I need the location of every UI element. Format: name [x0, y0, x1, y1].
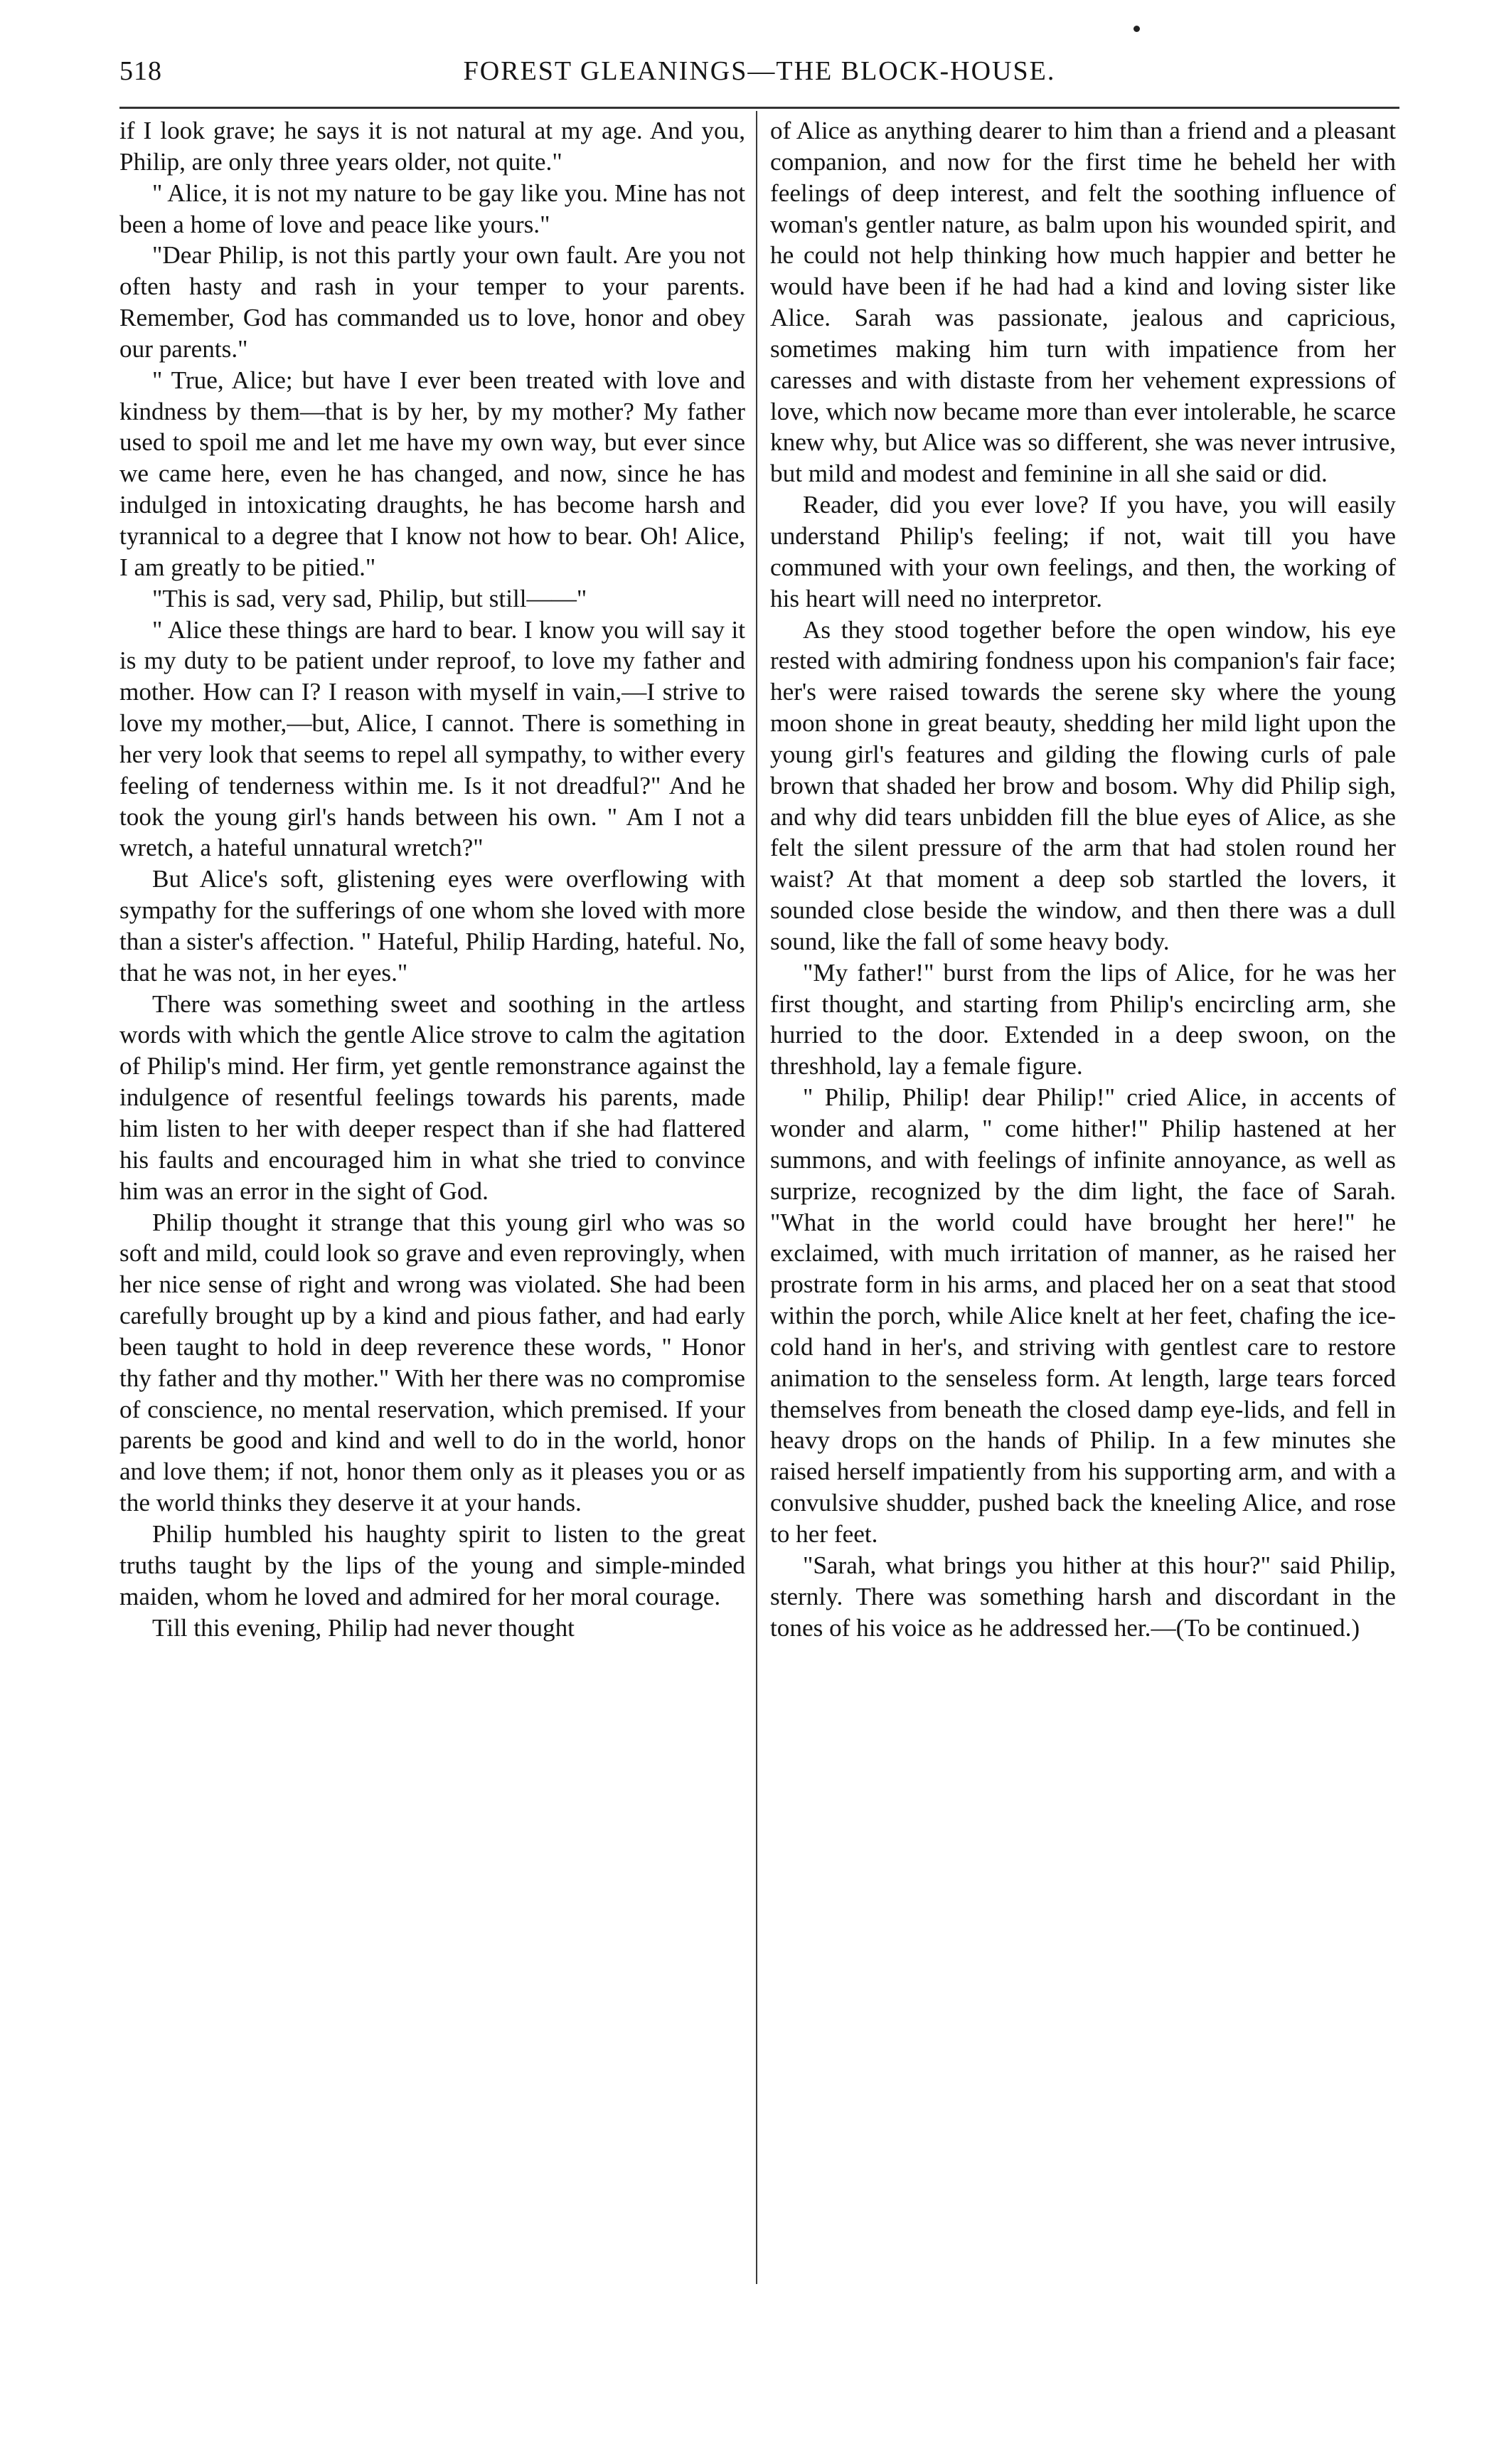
- paragraph: " Alice these things are hard to bear. I know you will say it is my duty to be patient under reproof, to love my father and mother. How can I? I reason with myself in vain,—I strive to love my mother,—but, Alice, I cannot. There is something in her very look that seems to repel all sympathy, to wither every feeling of tenderness within me. Is it not dreadful?" And he took the young girl's hands between his own. " Am I not a wretch, a hateful unnatural wretch?": [119, 615, 745, 862]
- paragraph: of Alice as anything dearer to him than a friend and a pleasant companion, and now for the first time he beheld her with feelings of deep interest, and felt the soothing influence of woman's gentler nature, as balm upon his wounded spirit, and he could not help thinking how much happier and better he would have been if he had had a kind and loving sister like Alice. Sarah was passionate, jealous and capricious, sometimes making him turn with impatience from her caresses and with distaste from her vehement expressions of love, which now became more than ever intolerable, he scarce knew why, but Alice was so different, she was never intrusive, but mild and modest and feminine in all she said or did.: [770, 117, 1396, 488]
- paragraph: " Alice, it is not my nature to be gay like you. Mine has not been a home of love and peace like yours.": [119, 179, 745, 238]
- paragraph: "My father!" burst from the lips of Alice, for he was her first thought, and starting from Philip's encircling arm, she hurried to the door. Extended in a deep swoon, on the threshhold, lay a female figure.: [770, 958, 1396, 1080]
- paragraph: Philip thought it strange that this young girl who was so soft and mild, could look so grave and even reprovingly, when her nice sense of right and wrong was violated. She had been carefully brought up by a kind and pious father, and had early been taught to hold in deep reverence these words, " Honor thy father and thy mother." With her there was no compromise of conscience, no mental reservation, which premised. If your parents be good and kind and well to do in the world, honor and love them; if not, honor them only as it pleases you or as the world thinks they deserve it at your hands.: [119, 1208, 745, 1517]
- paragraph: if I look grave; he says it is not natural at my age. And you, Philip, are only three years older, not quite.": [119, 117, 745, 176]
- paragraph: Philip humbled his haughty spirit to listen to the great truths taught by the lips of the young and simple-minded maiden, whom he loved and admired for her moral courage.: [119, 1519, 745, 1610]
- right-column: [770, 115, 1396, 1643]
- page-number: 518: [119, 56, 162, 86]
- paragraph: Till this evening, Philip had never thought: [152, 1613, 575, 1642]
- paragraph: "Sarah, what brings you hither at this hour?" said Philip, sternly. There was something harsh and discordant in the tones of his voice as he addressed her.—(To be continued.): [770, 1551, 1396, 1642]
- paragraph: As they stood together before the open window, his eye rested with admiring fondness upon his companion's fair face; her's were raised towards the serene sky where the young moon shone in great beauty, shedding her mild light upon the young girl's features and gilding the flowing curls of pale brown that shaded her brow and bosom. Why did Philip sigh, and why did tears unbidden fill the blue eyes of Alice, as she felt the silent pressure of the arm that had stolen round her waist? At that moment a deep sob startled the lovers, it sounded close beside the window, and then there was a dull sound, like the fall of some heavy body.: [770, 615, 1396, 955]
- page-header: [119, 55, 1399, 98]
- column-divider: [756, 111, 757, 2284]
- paragraph: Reader, did you ever love? If you have, you will easily understand Philip's feeling; if not, wait till you have communed with your own feelings, and then, the working of his heart will need no interpretor.: [770, 491, 1396, 612]
- paragraph: " True, Alice; but have I ever been treated with love and kindness by them—that is by her, by my mother? My father used to spoil me and let me have my own way, but ever since we came here, even he has changed, and now, since he has indulged in intoxicating draughts, he has become harsh and tyrannical to a degree that I know not how to bear. Oh! Alice, I am greatly to be pitied.": [119, 366, 745, 581]
- running-head: FOREST GLEANINGS—THE BLOCK-HOUSE.: [463, 56, 1056, 86]
- paragraph: "This is sad, very sad, Philip, but still——": [152, 584, 587, 612]
- paragraph: " Philip, Philip! dear Philip!" cried Alice, in accents of wonder and alarm, " come hither!" Philip hastened at her summons, and with feelings of infinite annoyance, as well as surprize, recognized by the dim light, the face of Sarah. "What in the world could have brought her here!" he exclaimed, with much irritation of manner, as he raised her prostrate form in his arms, and placed her on a seat that stood within the porch, while Alice knelt at her feet, chafing the ice-cold hand in her's, and striving with gentlest care to restore animation to the senseless form. At length, large tears forced themselves from beneath the closed damp eye-lids, and fell in heavy drops on the hands of Philip. In a few minutes she raised herself impatiently from his supporting arm, and with a convulsive shudder, pushed back the kneeling Alice, and rose to her feet.: [770, 1083, 1396, 1548]
- left-column: [119, 115, 745, 1643]
- header-rule: [119, 107, 1399, 109]
- paragraph: "Dear Philip, is not this partly your own fault. Are you not often hasty and rash in your temper to your parents. Remember, God has commanded us to love, honor and obey our parents.": [119, 241, 745, 363]
- paragraph: But Alice's soft, glistening eyes were overflowing with sympathy for the sufferings of one whom she loved with more than a sister's affection. " Hateful, Philip Harding, hateful. No, that he was not, in her eyes.": [119, 865, 745, 987]
- ink-speck: [1133, 26, 1140, 32]
- paragraph: There was something sweet and soothing in the artless words with which the gentle Alice strove to calm the agitation of Philip's mind. Her firm, yet gentle remonstrance against the indulgence of resentful feelings towards his parents, made him listen to her with deeper respect than if she had flattered his faults and encouraged him in what she tried to convince him was an error in the sight of God.: [119, 989, 745, 1205]
